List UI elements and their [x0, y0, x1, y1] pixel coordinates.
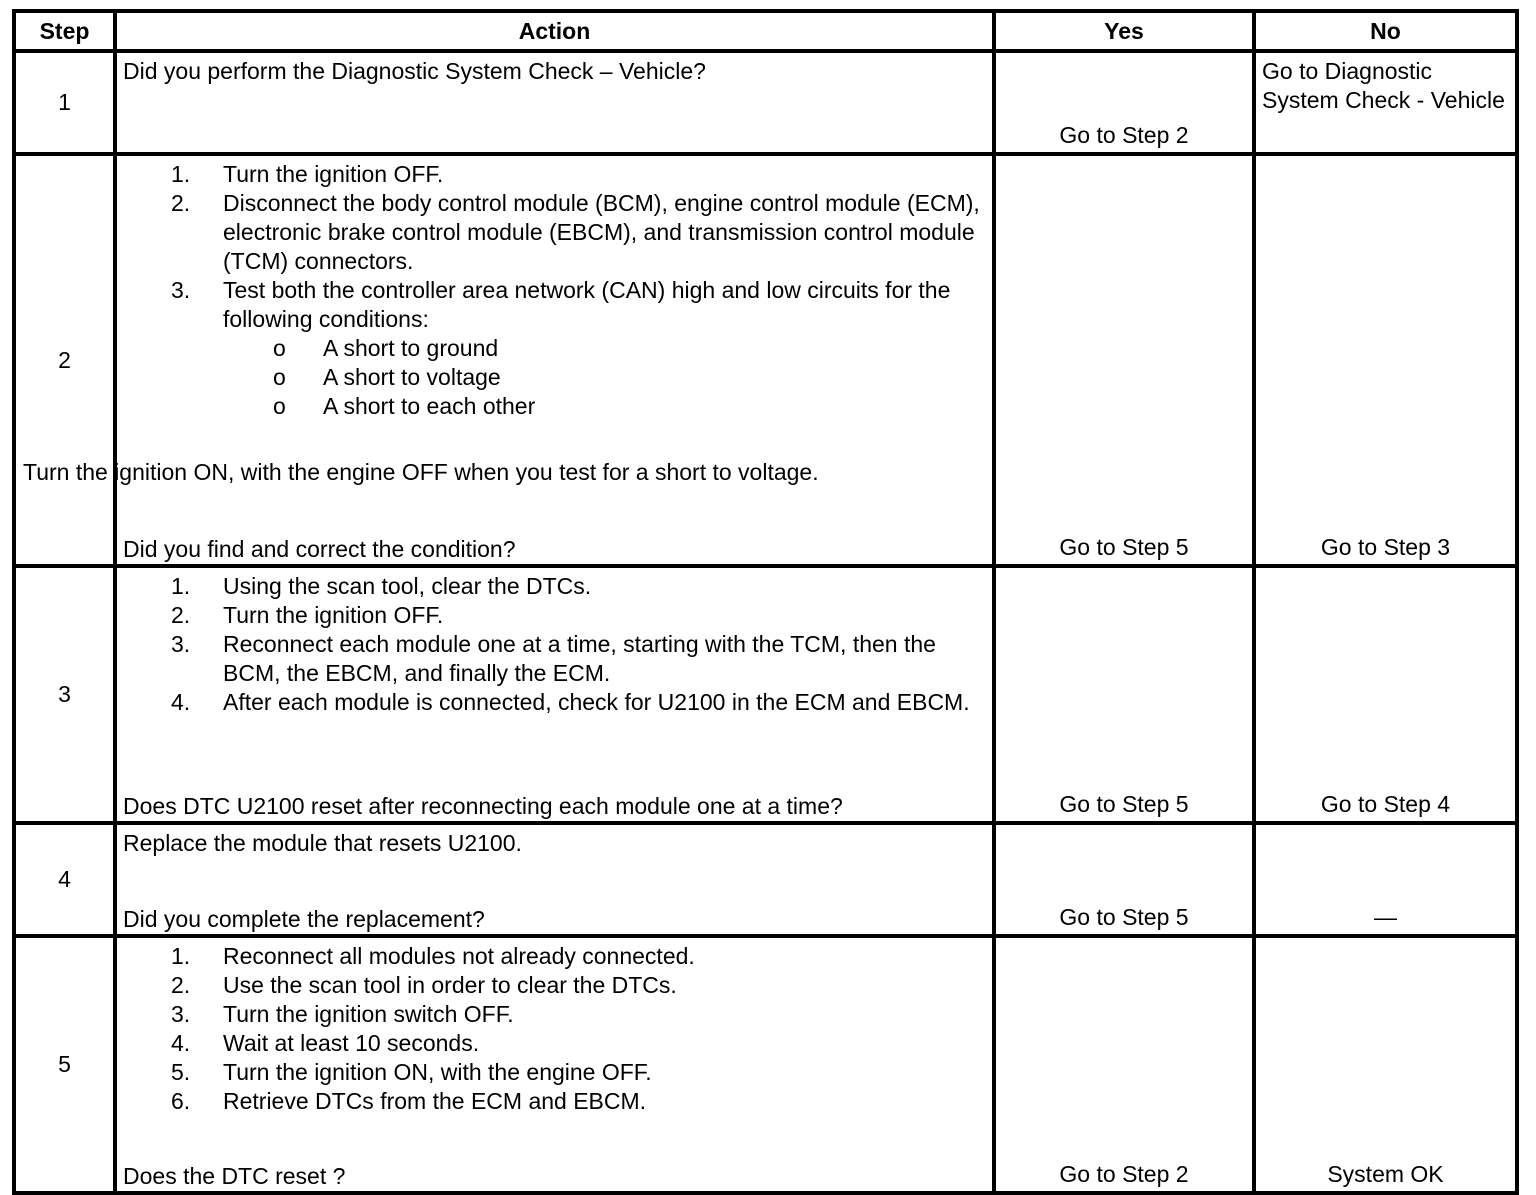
sub-bullet-marker: o — [273, 364, 286, 390]
no-cell: System OK — [1254, 936, 1517, 1193]
table-row — [14, 936, 1517, 1193]
table-row — [14, 51, 1517, 154]
sub-bullet-marker: o — [273, 393, 286, 419]
list-item-text: Reconnect each module one at a time, starting with the TCM, then the BCM, the EBCM, and finally the ECM. — [223, 631, 936, 686]
list-item — [123, 160, 986, 189]
list-item — [123, 630, 986, 688]
list-item — [123, 1087, 986, 1116]
list-item-text: Turn the ignition OFF. — [223, 602, 444, 628]
list-item-number: 3. — [171, 631, 191, 657]
list-item — [123, 971, 986, 1000]
action-cell — [115, 566, 994, 823]
list-item-text-main: Test both the controller area network (CAN) high and low circuits for the following conditions: — [223, 277, 951, 332]
header-row — [14, 11, 1517, 51]
list-item-text: After each module is connected, check for U2100 in the ECM and EBCM. — [223, 689, 970, 715]
list-item-number: 1. — [171, 161, 191, 187]
sub-list-item-text: A short to voltage — [323, 364, 501, 390]
action-question: Does the DTC reset ? — [123, 1163, 346, 1189]
spacer — [123, 717, 986, 792]
list-item-number: 4. — [171, 1030, 191, 1056]
header-step: Step — [14, 11, 115, 51]
list-item-text: Using the scan tool, clear the DTCs. — [223, 573, 592, 599]
action-cell — [115, 823, 994, 936]
table-row — [14, 154, 1517, 566]
list-item-number: 6. — [171, 1088, 191, 1114]
no-cell: — — [1254, 823, 1517, 936]
spacer — [123, 487, 986, 535]
step-number: 1 — [14, 51, 115, 154]
sub-bullet-marker: o — [273, 335, 286, 361]
list-item-text: Retrieve DTCs from the ECM and EBCM. — [223, 1088, 647, 1114]
list-item-text: Turn the ignition switch OFF. — [223, 1001, 514, 1027]
action-cell — [115, 51, 994, 154]
list-item-text: Reconnect all modules not already connected. — [223, 943, 695, 969]
sub-list-item-text: A short to each other — [323, 393, 536, 419]
yes-cell: Go to Step 2 — [994, 51, 1254, 154]
step-number: 2 — [14, 154, 115, 566]
action-lead: Did you perform the Diagnostic System Check – Vehicle? — [123, 58, 706, 84]
action-note: Turn the ignition ON, with the engine OFF when you test for a short to voltage. — [23, 459, 819, 485]
list-item — [123, 189, 986, 276]
header-action: Action — [115, 11, 994, 51]
no-cell: Go to Diagnostic System Check - Vehicle — [1254, 51, 1517, 154]
list-item-text — [223, 276, 986, 421]
list-item-number: 2. — [171, 190, 191, 216]
step-number: 4 — [14, 823, 115, 936]
action-cell — [115, 936, 994, 1193]
spacer — [123, 858, 986, 905]
header-no: No — [1254, 11, 1517, 51]
yes-cell: Go to Step 5 — [994, 154, 1254, 566]
sub-list-item — [223, 392, 986, 421]
list-item-number: 2. — [171, 972, 191, 998]
list-item-text: Disconnect the body control module (BCM), engine control module (ECM), electronic brake control module (EBCM), and transmission control module (TCM) connectors. — [223, 190, 980, 274]
list-item-text: Turn the ignition ON, with the engine OFF. — [223, 1059, 652, 1085]
sub-list-item — [223, 363, 986, 392]
table-row — [14, 823, 1517, 936]
list-item-number: 4. — [171, 689, 191, 715]
action-lead: Replace the module that resets U2100. — [123, 830, 522, 856]
list-item — [123, 942, 986, 971]
list-item-number: 1. — [171, 943, 191, 969]
list-item — [123, 572, 986, 601]
list-item — [123, 1029, 986, 1058]
sub-list-item — [223, 334, 986, 363]
action-steps-list — [123, 942, 986, 1116]
list-item-number: 5. — [171, 1059, 191, 1085]
table-row — [14, 566, 1517, 823]
spacer — [123, 421, 986, 458]
list-item-text: Use the scan tool in order to clear the DTCs. — [223, 972, 677, 998]
step-number: 5 — [14, 936, 115, 1193]
step-number: 3 — [14, 566, 115, 823]
list-item-number: 3. — [171, 1001, 191, 1027]
header-yes: Yes — [994, 11, 1254, 51]
sub-list-item-text: A short to ground — [323, 335, 499, 361]
action-cell — [23, 154, 994, 566]
spacer — [123, 1116, 986, 1162]
action-steps-list — [123, 160, 986, 421]
list-item-number: 1. — [171, 573, 191, 599]
list-item — [123, 1000, 986, 1029]
list-item — [123, 1058, 986, 1087]
list-item-number: 3. — [171, 277, 191, 303]
list-item-text: Wait at least 10 seconds. — [223, 1030, 480, 1056]
list-item — [123, 276, 986, 421]
action-steps-list — [123, 572, 986, 717]
list-item — [123, 601, 986, 630]
action-question: Did you find and correct the condition? — [123, 536, 516, 562]
yes-cell: Go to Step 5 — [994, 566, 1254, 823]
action-question: Does DTC U2100 reset after reconnecting each module one at a time? — [123, 793, 843, 819]
list-item — [123, 688, 986, 717]
action-question: Did you complete the replacement? — [123, 906, 485, 932]
no-cell: Go to Step 4 — [1254, 566, 1517, 823]
yes-cell: Go to Step 5 — [994, 823, 1254, 936]
sub-bullet-list — [223, 334, 986, 421]
no-cell: Go to Step 3 — [1254, 154, 1517, 566]
diagnostic-table — [12, 9, 1519, 1195]
list-item-number: 2. — [171, 602, 191, 628]
list-item-text: Turn the ignition OFF. — [223, 161, 444, 187]
yes-cell: Go to Step 2 — [994, 936, 1254, 1193]
